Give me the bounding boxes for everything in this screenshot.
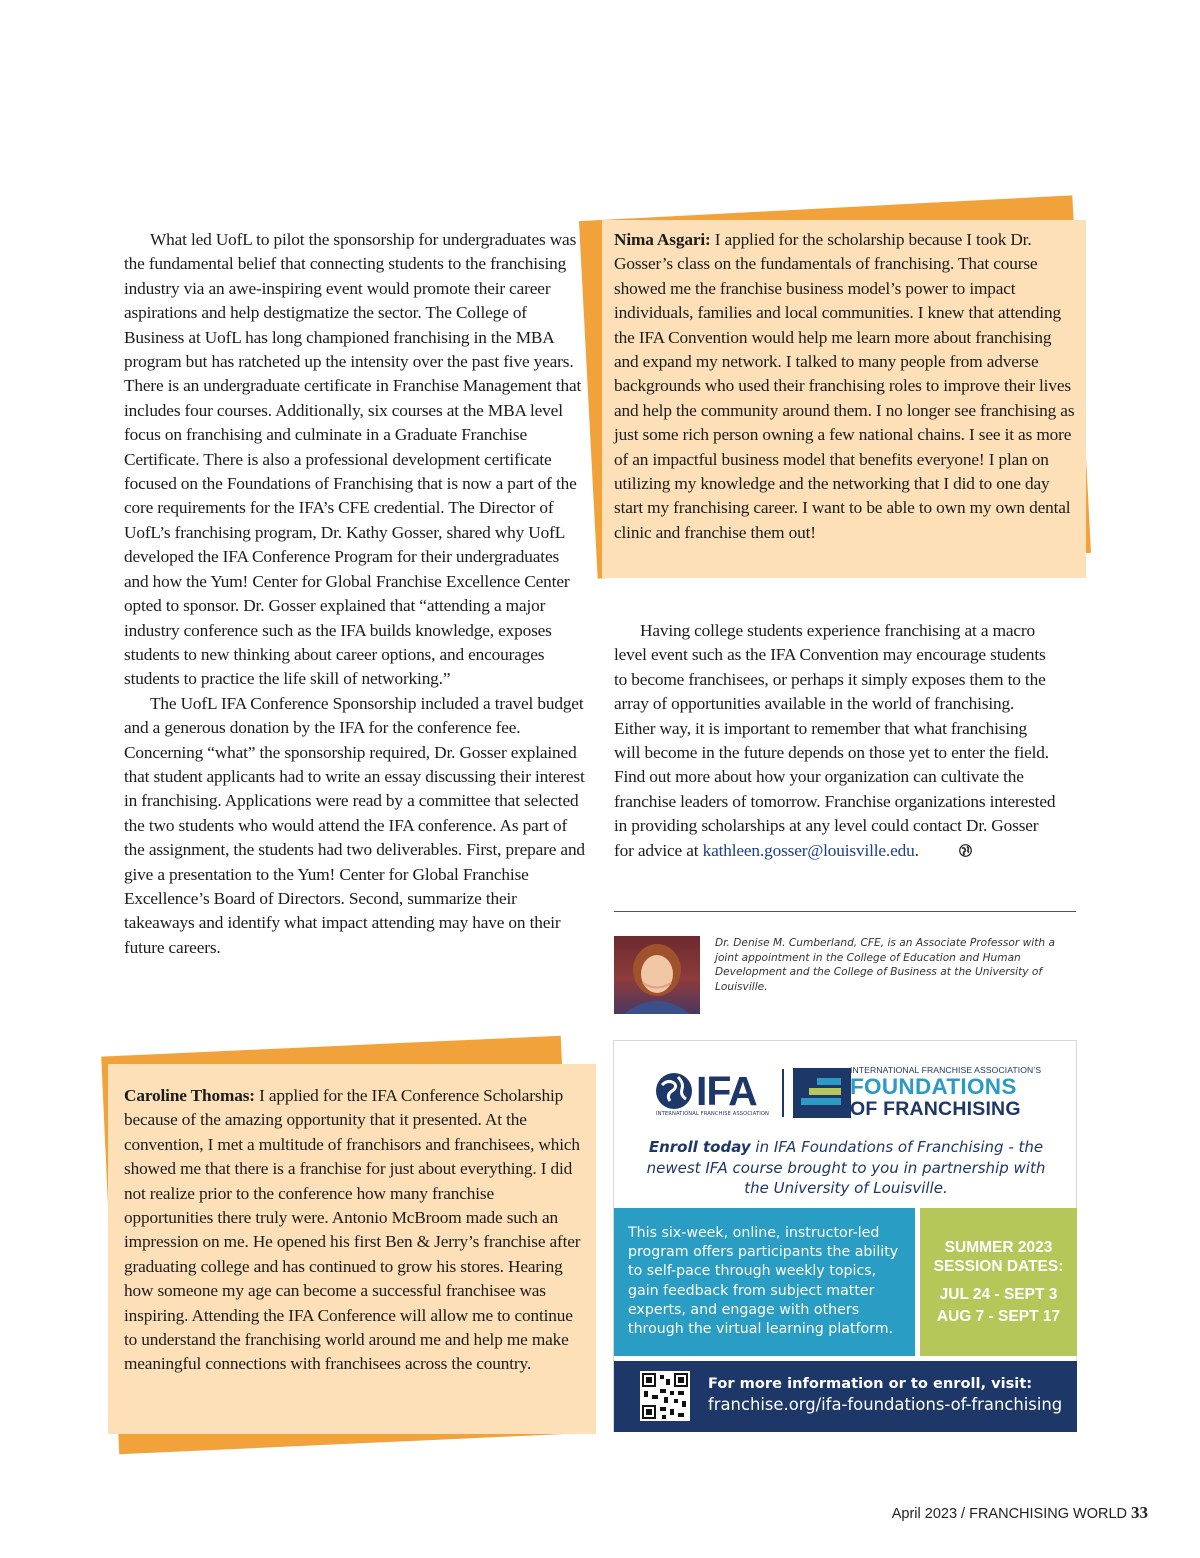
quote-body: I applied for the IFA Conference Scholarship because of the amazing opportunity that it presented. At the convention, I met a multitude of franchisors and franchisees, which showed me that there is a franchise for just about everything. I did not realize prior to the conference how many franchise opportunities there truly were. Antonio McBroom made such an impression on me. He opened his first Ben & Jerry’s franchise after graduating college and has continued to grow his stores. Hearing how someone my age can become a successful franchisee was inspiring. Attending the IFA Conference will allow me to continue to understand the franchising world around me and help me make meaningful connections with franchisees across the country.: [124, 1086, 581, 1374]
session-dates-box: [920, 1208, 1077, 1356]
enroll-text: [632, 1137, 1060, 1199]
logo-divider: [782, 1069, 784, 1117]
enroll-info-label: For more information or to enroll, visit:: [708, 1375, 1033, 1392]
foundations-logo-pretitle: INTERNATIONAL FRANCHISE ASSOCIATION’S: [850, 1065, 1042, 1075]
callout-text: [124, 1084, 586, 1377]
body-paragraph: [614, 619, 1056, 864]
enroll-info-bar[interactable]: [614, 1361, 1077, 1432]
ad-logo-row: [654, 1065, 1054, 1125]
ifa-logo-text: IFA: [696, 1068, 757, 1114]
body-paragraph: The UofL IFA Conference Sponsorship included a travel budget and a generous donation by the IFA for the conference fee. Concerning “what” the sponsorship required, Dr. Gosser explained that student applicants had to write an essay discussing their interest in franchising. Applications were read by a committee that selected the two students who would attend the IFA conference. As part of the assignment, the students had two deliverables. First, prepare and give a presentation to the Yum! Center for Global Franchise Excellence’s Board of Directors. Second, summarize their takeaways and identify what impact attending may have on their future careers.: [124, 693, 585, 957]
quote-name: Caroline Thomas:: [124, 1086, 255, 1105]
left-column: [124, 228, 587, 960]
foundations-logo-title: FOUNDATIONS: [850, 1074, 1017, 1099]
session-date: JUL 24 - SEPT 3: [939, 1286, 1058, 1303]
author-bio: Dr. Denise M. Cumberland, CFE, is an Associate Professor with a joint appointment in the College of Education and Human Development and the College of Business at the University of Louisville.: [715, 937, 1055, 993]
quote-body: I applied for the scholarship because I took Dr. Gosser’s class on the fundamentals of franchising. That course showed me the franchise business model’s power to impact individuals, families and local communities. I knew that attending the IFA Convention would help me learn more about franchising and expand my network. I talked to many people from adverse backgrounds who used their franchising roles to improve their lives and help the community around them. I no longer see franchising as just some rich person owning a few national chains. I see it as more of an impactful business model that benefits everyone! I plan on utilizing my knowledge and the networking that I did to one day start my franchising career. I want to be able to own my own dental clinic and franchise them out!: [614, 230, 1075, 542]
foundations-stairs-icon: [793, 1068, 851, 1118]
enroll-url-link[interactable]: franchise.org/ifa-foundations-of-franchising: [708, 1395, 1063, 1414]
issue-label: April 2023 / FRANCHISING WORLD: [891, 1506, 1127, 1522]
program-description: This six-week, online, instructor-led program offers participants the ability to self-pace through weekly topics, gain feedback from subject matter experts, and engage with others through the virtual learning platform.: [614, 1208, 915, 1356]
qr-code-icon[interactable]: [640, 1371, 690, 1421]
foundations-course-ad[interactable]: [613, 1040, 1077, 1432]
page-number: 33: [1131, 1503, 1148, 1522]
paragraph-end: .: [914, 840, 919, 860]
author-email-link[interactable]: kathleen.gosser@louisville.edu: [702, 840, 915, 860]
callout-card: [108, 1064, 596, 1434]
body-paragraph: What led UofL to pilot the sponsorship for undergraduates was the fundamental belief that connecting students to the franchising industry via an awe-inspiring event would promote their career aspirations and help destigmatize the sector. The College of Business at UofL has long championed franchising in the MBA program but has ratcheted up the intensity over the past five years. There is an undergraduate certificate in Franchise Management that includes four courses. Additionally, six courses at the MBA level focus on franchising and culminate in a Graduate Franchise Certificate. There is also a professional development certificate focused on the Foundations of Franchising that is now a part of the core requirements for the IFA’s CFE credential. The Director of UofL’s franchising program, Dr. Kathy Gosser, shared why UofL developed the IFA Conference Program for their undergraduates and how the Yum! Center for Global Franchise Excellence Center opted to sponsor. Dr. Gosser explained that “attending a major industry conference such as the IFA builds knowledge, exposes students to new thinking about career options, and encourages students to practice the life skill of networking.”: [124, 230, 582, 689]
callout-text: [614, 228, 1076, 545]
session-date: AUG 7 - SEPT 17: [936, 1308, 1061, 1325]
quote-name: Nima Asgari:: [614, 230, 711, 249]
session-dates: [920, 1284, 1077, 1328]
enroll-body: in IFA Foundations of Franchising - the newest IFA course brought to you in partnership with the University of Louisville.: [646, 1138, 1046, 1197]
paragraph-text: Having college students experience franchising at a macro level event such as the IFA Convention may encourage students to become franchisees, or perhaps it simply exposes them to the array of opportunities available in the world of franchising. Either way, it is important to remember that what franchising will become in the future depends on those yet to enter the field. Find out more about how your organization can cultivate the franchise leaders of tomorrow. Franchise organizations interested in providing scholarships at any level could contact Dr. Gosser for advice at: [614, 621, 1056, 860]
foundations-logo-subtitle: OF FRANCHISING: [850, 1098, 1021, 1120]
right-column: [614, 619, 1056, 864]
author-photo: [614, 936, 700, 1014]
bio-divider: [614, 911, 1076, 912]
globe-end-mark-icon: [933, 840, 972, 864]
enroll-emphasis: Enroll today: [648, 1138, 751, 1156]
session-heading: SUMMER 2023: [944, 1239, 1053, 1256]
globe-icon: [654, 1071, 694, 1111]
page-footer: [892, 1503, 1148, 1523]
session-subheading: SESSION DATES:: [933, 1258, 1064, 1275]
ifa-logo-subtitle: INTERNATIONAL FRANCHISE ASSOCIATION: [656, 1111, 769, 1117]
callout-card: [602, 220, 1086, 578]
